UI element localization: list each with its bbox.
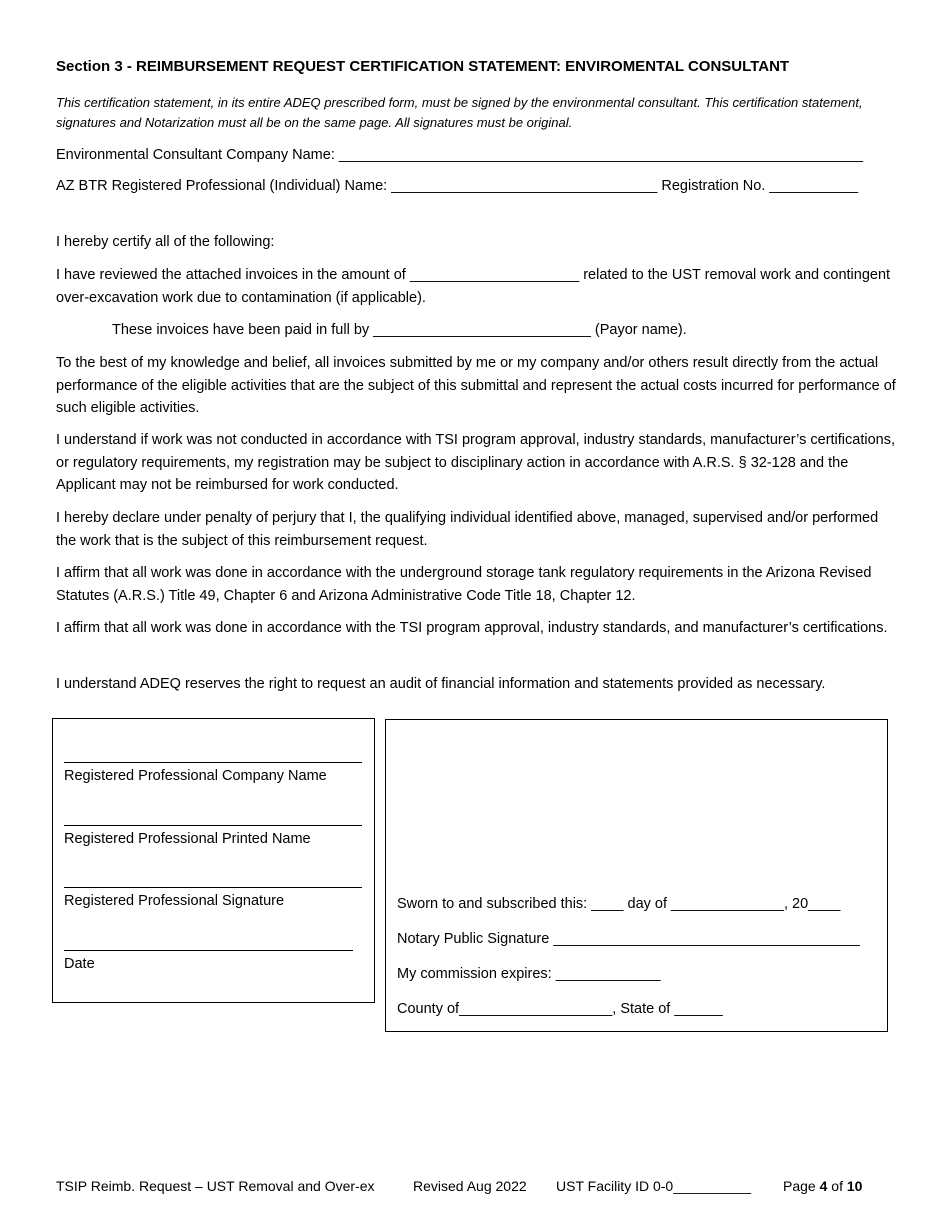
certify-text: I hereby certify all of the following: [56,234,275,250]
footer-revised: Revised Aug 2022 [413,1178,527,1194]
printed-name-label: Registered Professional Printed Name [64,831,311,847]
signature-line[interactable] [64,887,362,888]
intro-text: This certification statement, in its entire ADEQ prescribed form, must be signed by the environmental consultant. This certification statement, signatures and Notarization must all be on the same page. All signatures must be original. [56,95,863,130]
professional-name-field[interactable]: AZ BTR Registered Professional (Individual) Name: _________________________________ Registration No. ___________ [56,178,859,194]
footer-facility-id: UST Facility ID 0-0__________ [556,1178,752,1194]
footer-form-title: TSIP Reimb. Request – UST Removal and Over-ex [56,1178,375,1194]
invoices-text: I have reviewed the attached invoices in the amount of _____________________ related to the UST removal work and contingent over-excavation work due to contamination (if applicable). [56,267,891,306]
footer-page-number [783,1178,862,1194]
page-current: 4 [819,1178,828,1194]
paid-text: These invoices have been paid in full by ___________________________ (Payor name). [112,322,687,338]
affirm-text-1: I affirm that all work was done in accordance with the underground storage tank regulatory requirements in the Arizona Revised Statutes (A.R.S.) Title 49, Chapter 6 and Arizona Administrative Code Title 18, Chapter 12. [56,565,872,604]
page-prefix: Page [783,1178,820,1194]
page-of: of [827,1178,847,1194]
sworn-line[interactable]: Sworn to and subscribed this: ____ day of ______________, 20____ [397,896,841,912]
signature-box [52,718,375,1003]
notary-box [385,719,888,1032]
section-title: Section 3 - REIMBURSEMENT REQUEST CERTIFICATION STATEMENT: ENVIROMENTAL CONSULTANT [56,58,790,75]
company-name-line[interactable] [64,762,362,763]
county-state-line[interactable]: County of___________________, State of ______ [397,1001,723,1017]
commission-expires-line[interactable]: My commission expires: _____________ [397,966,661,982]
date-label: Date [64,956,95,972]
signature-label: Registered Professional Signature [64,893,285,909]
understand-text: I understand if work was not conducted in accordance with TSI program approval, industry standards, manufacturer’s certifications, or regulatory requirements, my registration may be subject to disciplinary action in accordance with A.R.S. § 32-128 and the Applicant may not be reimbursed for work conducted. [56,432,896,493]
knowledge-text: To the best of my knowledge and belief, all invoices submitted by me or my company and/or others result directly from the actual performance of the eligible activities that are the subject of this submittal and represent the actual costs incurred for performance of such eligible activities. [56,355,896,416]
company-name-field[interactable]: Environmental Consultant Company Name: _________________________________________________________________ [56,147,864,163]
affirm-text-2: I affirm that all work was done in accordance with the TSI program approval, industry standards, and manufacturer’s certifications. [56,620,888,636]
page-total: 10 [846,1178,863,1194]
perjury-text: I hereby declare under penalty of perjury that I, the qualifying individual identified above, managed, supervised and/or performed the work that is the subject of this reimbursement request. [56,510,879,549]
company-name-label: Registered Professional Company Name [64,768,327,784]
notary-signature-line[interactable]: Notary Public Signature ______________________________________ [397,931,860,947]
audit-text: I understand ADEQ reserves the right to request an audit of financial information and statements provided as necessary. [56,676,826,692]
date-line[interactable] [64,950,353,951]
printed-name-line[interactable] [64,825,362,826]
